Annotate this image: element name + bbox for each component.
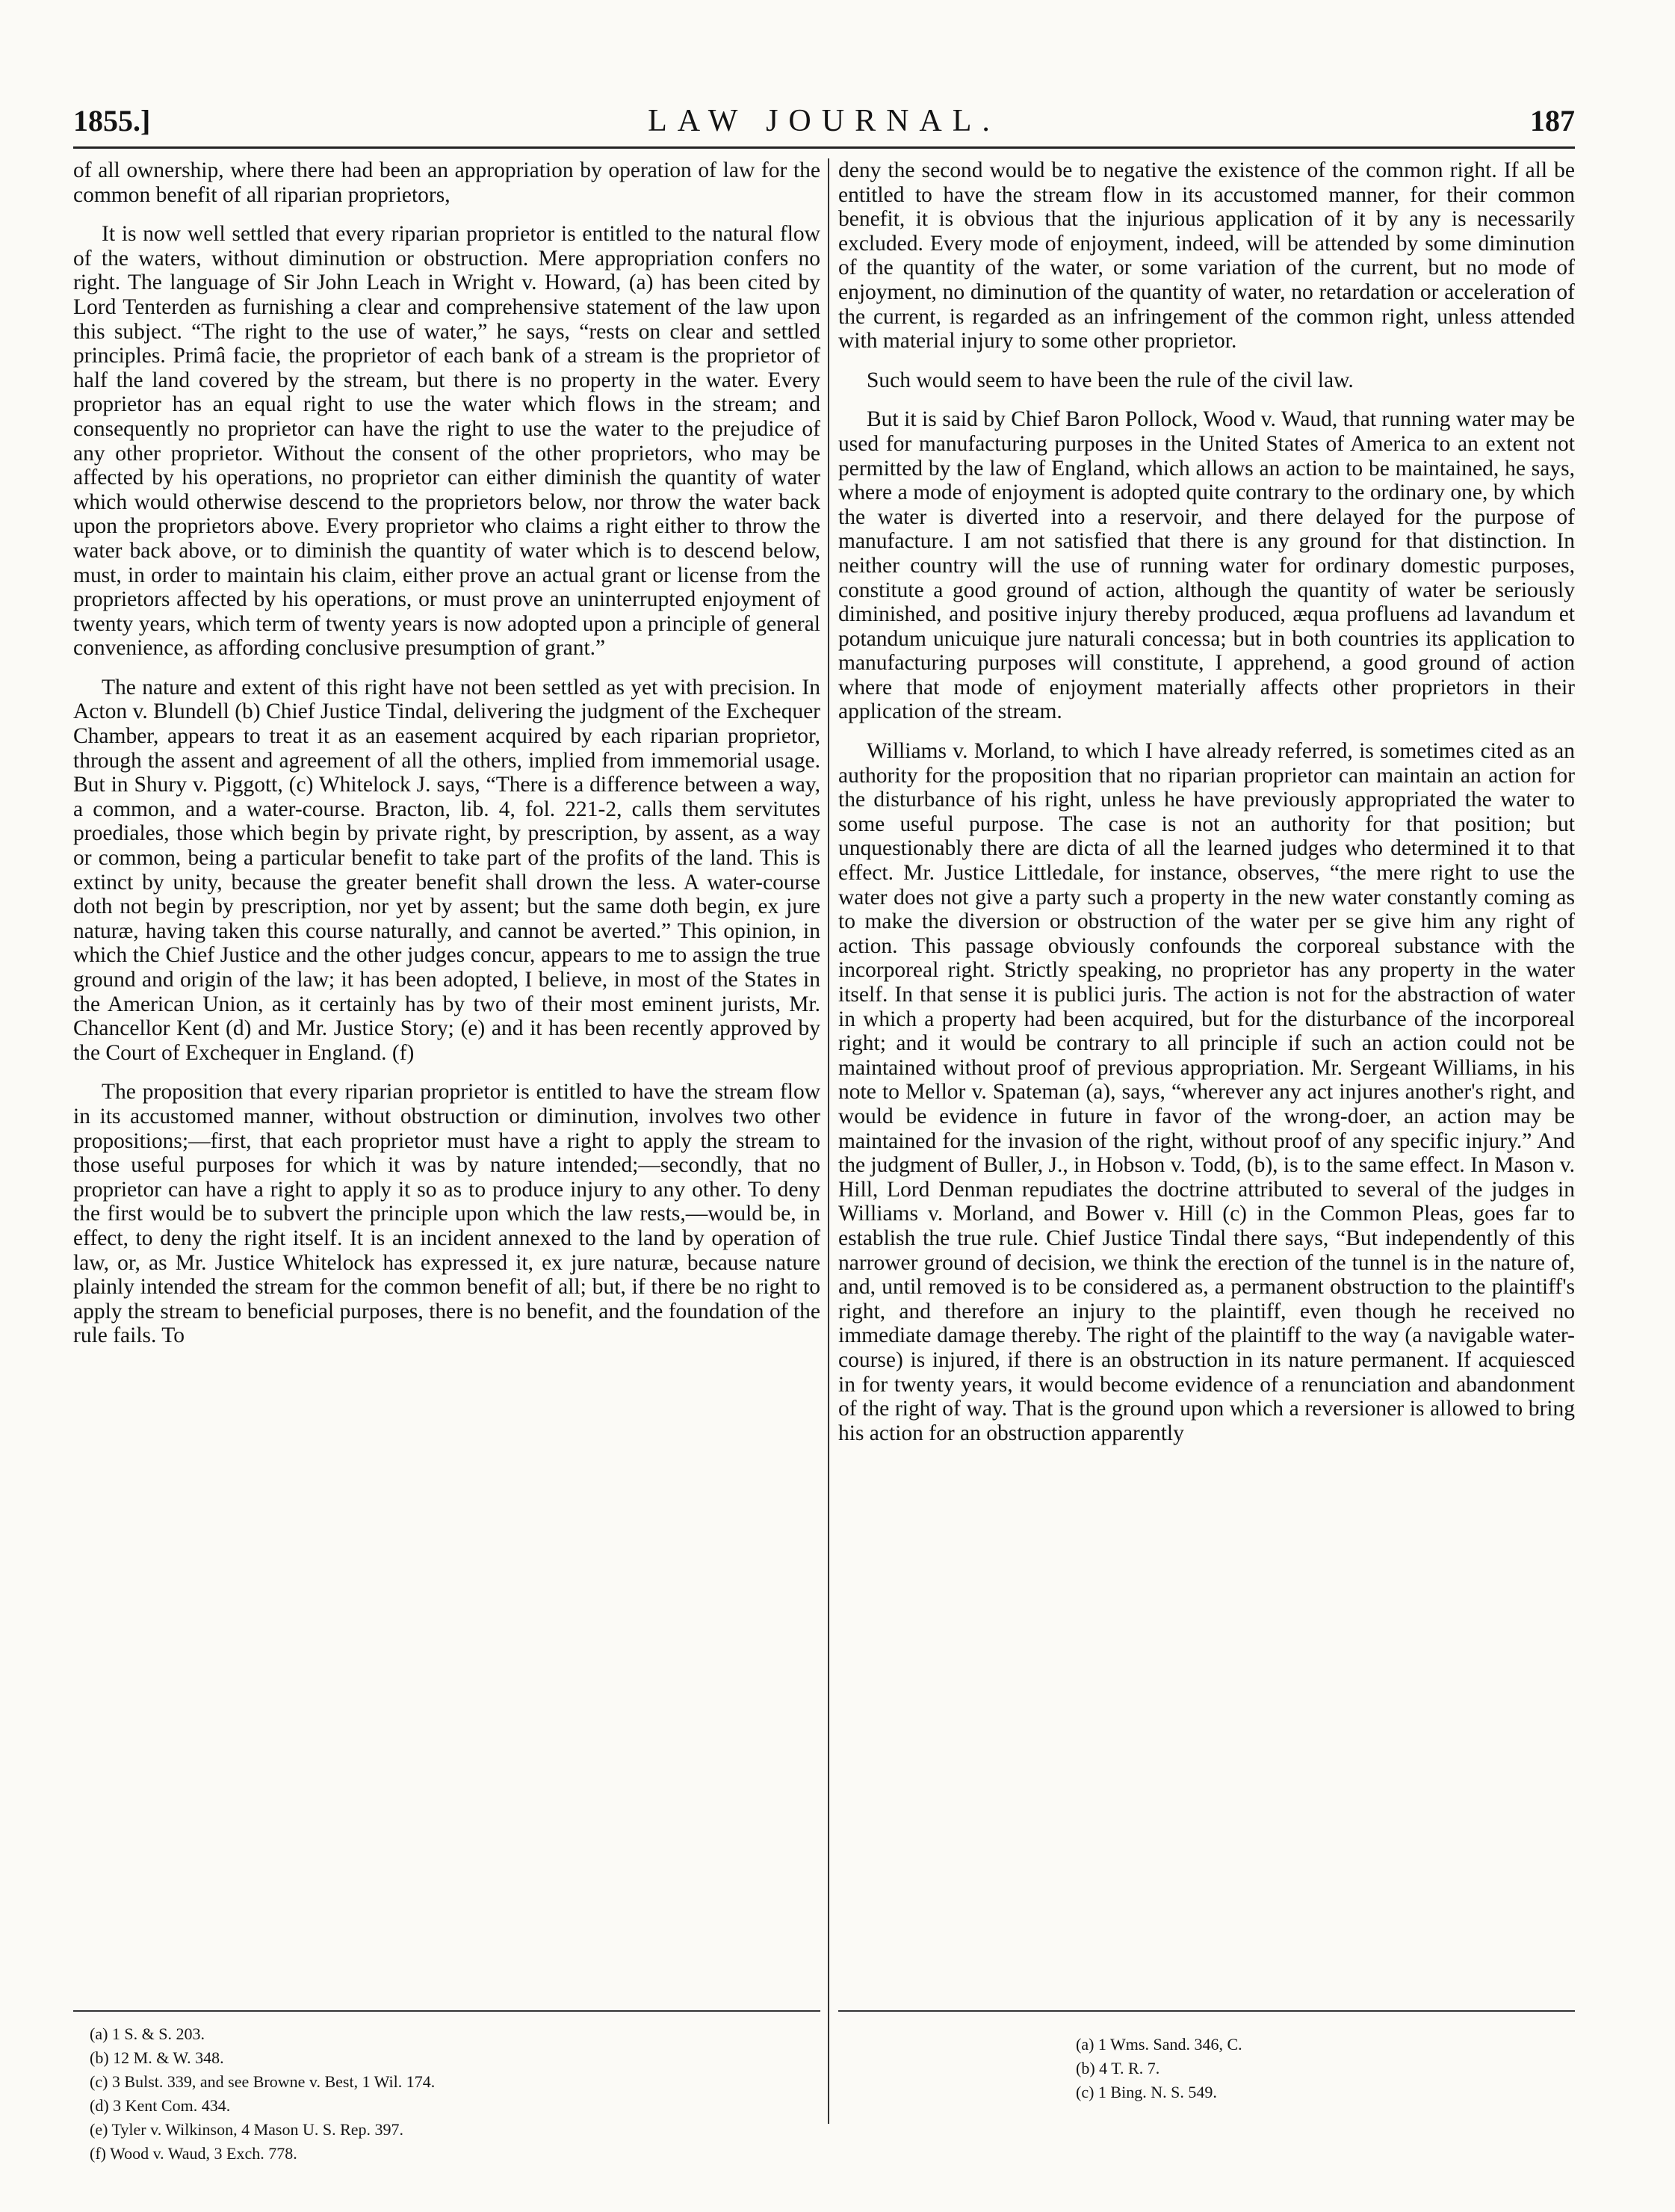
- right-column: [838, 158, 1575, 1460]
- column-divider: [828, 158, 829, 2124]
- paragraph: The proposition that every riparian proprietor is entitled to have the stream flow in its accustomed manner, without obstruction or diminution, involves two other propositions;—first, that each proprietor must have a right to apply the stream to those useful purposes for which it was by nature intended;—secondly, that no proprietor can have a right to apply it so as to produce injury to any other. To deny the first would be to subvert the principle upon which the law rests,—would be, in effect, to deny the right itself. It is an incident annexed to the land by operation of law, or, as Mr. Justice Whitelock has expressed it, ex jure naturæ, because nature plainly intended the stream for the common benefit of all; but, if there be no right to apply the stream to beneficial purposes, there is no benefit, and the foundation of the rule fails. To: [73, 1080, 820, 1348]
- running-header: [73, 103, 1575, 140]
- footnote: (b) 12 M. & W. 348.: [90, 2048, 224, 2067]
- page-number: 187: [1530, 104, 1575, 138]
- paragraph: deny the second would be to negative the existence of the common right. If all be entitled to have the stream flow in its accustomed manner, for their common benefit, it is obvious that the injurious application of it by any is necessarily excluded. Every mode of enjoyment, indeed, will be attended by some diminution of the quantity of the water, or some variation of the current, but no mode of enjoyment, no diminution of the quantity of water, no retardation or acceleration of the current, is regarded as an infringement of the common right, unless attended with material injury to some other proprietor.: [838, 158, 1575, 353]
- footnote: (a) 1 Wms. Sand. 346, C.: [1076, 2035, 1242, 2054]
- right-footnotes: [1076, 2033, 1242, 2104]
- footnote: (c) 1 Bing. N. S. 549.: [1076, 2083, 1217, 2101]
- left-footnotes: [90, 2022, 435, 2166]
- paragraph: of all ownership, where there had been an appropriation by operation of law for the common benefit of all riparian proprietors,: [73, 158, 820, 207]
- journal-title: LAW JOURNAL.: [648, 104, 1000, 138]
- paragraph: But it is said by Chief Baron Pollock, Wood v. Waud, that running water may be used for manufacturing purposes in the United States of America to an extent not permitted by the law of England, which allows an action to be maintained, he says, where a mode of enjoyment is adopted quite contrary to the ordinary one, by which the water is diverted into a reservoir, and there delayed for the purpose of manufacture. I am not satisfied that there is any ground for that distinction. In neither country will the use of running water for ordinary domestic purposes, constitute a good ground of action, although the quantity of water be seriously diminished, and positive injury thereby produced, æqua profluens ad lavandum et potandum unicuique jure naturali concessa; but in both countries its application to manufacturing purposes will constitute, I apprehend, a good ground of action where that mode of enjoyment materially affects other proprietors in their application of the stream.: [838, 407, 1575, 724]
- footnote: (f) Wood v. Waud, 3 Exch. 778.: [90, 2144, 297, 2163]
- footnote: (e) Tyler v. Wilkinson, 4 Mason U. S. Rep. 397.: [90, 2120, 404, 2139]
- paragraph: Williams v. Morland, to which I have already referred, is sometimes cited as an authority for the proposition that no riparian proprietor can maintain an action for the disturbance of his right, unless he have previously appropriated the water to some useful purpose. The case is not an authority for that position; but unquestionably there are dicta of all the learned judges who determined it to that effect. Mr. Justice Littledale, for instance, observes, “the mere right to use the water does not give a party such a property in the new water constantly coming as to make the diversion or obstruction of the water per se give him any right of action. This passage obviously confounds the corporeal substance with the incorporeal right. Strictly speaking, no proprietor has any property in the water itself. In that sense it is publici juris. The action is not for the abstraction of water in which a property had been acquired, but for the disturbance of the incorporeal right; and it would be contrary to all principle if such an action could not be maintained without proof of previous appropriation. Mr. Sergeant Williams, in his note to Mellor v. Spateman (a), says, “wherever any act injures another's right, and would be evidence in future in favor of the wrong-doer, an action may be maintained for the invasion of the right, without proof of any specific injury.” And the judgment of Buller, J., in Hobson v. Todd, (b), is to the same effect. In Mason v. Hill, Lord Denman repudiates the doctrine attributed to several of the judges in Williams v. Morland, and Bower v. Hill (c) in the Common Pleas, goes far to establish the true rule. Chief Justice Tindal there says, “But independently of this narrower ground of decision, we think the erection of the tunnel is in the nature of, and, until removed is to be considered as, a permanent obstruction to the plaintiff's right, and therefore an injury to the plaintiff, even though he received no immediate damage thereby. The right of the plaintiff to the way (a navigable water-course) is injured, if there is an obstruction in its nature permanent. If acquiesced in for twenty years, it would become evidence of a renunciation and abandonment of the right of way. That is the ground upon which a reversioner is allowed to bring his action for an obstruction apparently: [838, 739, 1575, 1445]
- footnote: (b) 4 T. R. 7.: [1076, 2059, 1160, 2077]
- footnote: (d) 3 Kent Com. 434.: [90, 2096, 231, 2115]
- right-footnote-rule: [838, 2010, 1575, 2012]
- header-rule: [73, 146, 1575, 149]
- paragraph: Such would seem to have been the rule of the civil law.: [867, 368, 1354, 392]
- header-year: 1855.]: [73, 104, 151, 138]
- paragraph: The nature and extent of this right have not been settled as yet with precision. In Acton v. Blundell (b) Chief Justice Tindal, delivering the judgment of the Exchequer Chamber, appears to treat it as an easement acquired by each riparian proprietor, through the assent and agreement of all the others, implied from immemorial usage. But in Shury v. Piggott, (c) Whitelock J. says, “There is a difference between a way, a common, and a water-course. Bracton, lib. 4, fol. 221-2, calls them servitutes proediales, those which begin by private right, by prescription, by assent, as a way or common, being a particular benefit to take part of the profits of the land. This is extinct by unity, because the greater benefit shall drown the less. A water-course doth not begin by prescription, nor yet by assent; but the same doth begin, ex jure naturæ, having taken this course naturally, and cannot be averted.” This opinion, in which the Chief Justice and the other judges concur, appears to me to assign the true ground and origin of the law; it has been adopted, I believe, in most of the States in the American Union, as it certainly has by two of their most eminent jurists, Mr. Chancellor Kent (d) and Mr. Justice Story; (e) and it has been recently approved by the Court of Exchequer in England. (f): [73, 675, 820, 1065]
- left-footnote-rule: [73, 2010, 820, 2012]
- footnote: (c) 3 Bulst. 339, and see Browne v. Best, 1 Wil. 174.: [90, 2072, 436, 2091]
- footnote: (a) 1 S. & S. 203.: [90, 2024, 205, 2043]
- left-column: [73, 158, 820, 1363]
- paragraph: It is now well settled that every riparian proprietor is entitled to the natural flow of the waters, without diminution or obstruction. Mere appropriation confers no right. The language of Sir John Leach in Wright v. Howard, (a) has been cited by Lord Tenterden as furnishing a clear and comprehensive statement of the law upon this subject. “The right to the use of water,” he says, “rests on clear and settled principles. Primâ facie, the proprietor of each bank of a stream is the proprietor of half the land covered by the stream, but there is no property in the water. Every proprietor has an equal right to use the water which flows in the stream; and consequently no proprietor can have the right to use the water to the prejudice of any other proprietor. Without the consent of the other proprietors, who may be affected by his operations, no proprietor can either diminish the quantity of water which would otherwise descend to the proprietors below, nor throw the water back upon the proprietors above. Every proprietor who claims a right either to throw the water back above, or to diminish the quantity of water which is to descend below, must, in order to maintain his claim, either prove an actual grant or license from the proprietors affected by his operations, or must prove an uninterrupted enjoyment of twenty years, which term of twenty years is now adopted upon a principle of general convenience, as affording conclusive presumption of grant.”: [73, 222, 820, 661]
